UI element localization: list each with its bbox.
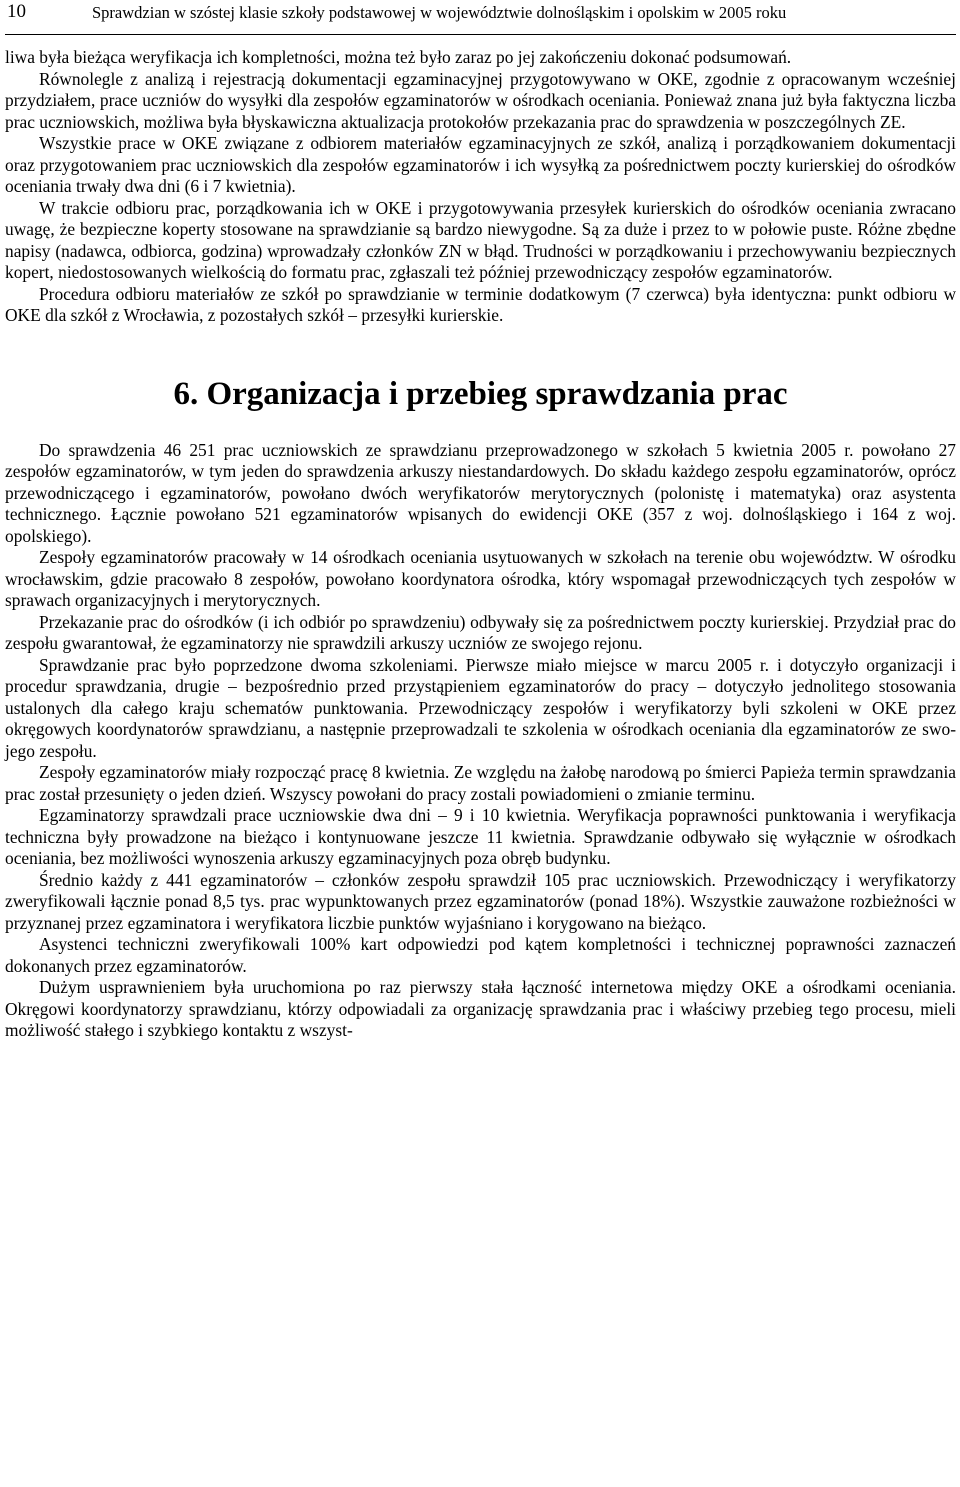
paragraph: Równolegle z analizą i rejestracją dokumentacji egzaminacyjnej przygotowywano w OKE, zgodnie z opracowanym wcześniej przydziałem, prace uczniów do wysyłki dla zespołów egzaminatorów w ośrodkach oceniania. Ponieważ znana już była faktyczna liczba prac uczniowskich, możliwa była błyskawiczna aktualizacja protokołów przekazania prac do sprawdzenia w poszczególnych ZE.	[5, 68, 956, 132]
page-number: 10	[7, 1, 26, 22]
paragraph: W trakcie odbioru prac, porządkowania ich w OKE i przygotowywania przesyłek kurierskich do ośrodków oceniania zwracano uwagę, że bezpieczne koperty stosowane na sprawdzianie są bardzo niewygodne. Są za duże i przez to w połowie puste. Różne zbędne napisy (nadawca, odbiorca, godzina) wprowadzały członków ZN w błąd. Trudności w porządkowaniu i przechowywaniu bezpiecznych kopert, niedostosowanych wielkością do formatu prac, zgłaszali też później przewodniczący zespołów egzaminatorów.	[5, 197, 956, 282]
document-page	[5, 0, 956, 1042]
page-header	[5, 0, 956, 35]
paragraph: Zespoły egzaminatorów miały rozpocząć pracę 8 kwietnia. Ze względu na żałobę narodową po śmierci Papieża termin sprawdzania prac został przesunięty o jeden dzień. Wszyscy powołani do pracy zostali powiadomieni o zmianie terminu.	[5, 762, 956, 804]
paragraph: Do sprawdzenia 46 251 prac uczniowskich ze sprawdzianu przeprowadzonego w szkołach 5 kwietnia 2005 r. powołano 27 zespołów egzaminatorów, w tym jeden do sprawdzenia arkuszy niestandardowych. Do składu każdego zespołu egzaminatorów, oprócz przewodniczącego i egzaminatorów, powołano dwóch weryfikatorów merytorycznych (polonistę i matematyka) oraz asystenta technicznego. Łącznie powołano 521 egzaminatorów wpisanych do ewidencji OKE (357 z woj. dolnośląskiego i 164 z woj. opolskiego).	[5, 439, 956, 546]
paragraph: Asystenci techniczni zweryfikowali 100% kart odpowiedzi pod kątem kompletności i technicznej poprawności zaznaczeń dokonanych przez egzaminatorów.	[5, 934, 956, 976]
document-body	[5, 47, 956, 1042]
paragraph: Wszystkie prace w OKE związane z odbiorem materiałów egzaminacyjnych ze szkół, analizą i porządkowaniem dokumentacji oraz przygotowaniem prac uczniowskich dla zespołów egzaminatorów i ich wysyłką za pośrednictwem poczty kurierskiej do ośrodków oceniania trwały dwa dni (6 i 7 kwietnia).	[5, 133, 956, 196]
paragraph: Przekazanie prac do ośrodków (i ich odbiór po sprawdzeniu) odbywały się za pośrednictwem poczty kurierskiej. Przydział prac do zespołu gwarantował, że egzaminatorzy nie sprawdzili arkuszy uczniów ze swojego rejonu.	[5, 611, 956, 653]
paragraph: Egzaminatorzy sprawdzali prace uczniowskie dwa dni – 9 i 10 kwietnia. Weryfikacja poprawności punktowania i weryfikacja techniczna były prowadzone na bieżąco i kontynuowane jeszcze 11 kwietnia. Sprawdzanie odbywało się wyłącznie w ośrodkach oceniania, bez możliwości wynoszenia arkuszy egzaminacyjnych poza obręb budynku.	[5, 805, 956, 868]
running-head: Sprawdzian w szóstej klasie szkoły podstawowej w województwie dolnośląskim i opolskim w 2005 roku	[92, 3, 787, 22]
paragraph: Procedura odbioru materiałów ze szkół po sprawdzianie w terminie dodatkowym (7 czerwca) była identyczna: punkt odbioru w OKE dla szkół z Wrocławia, z pozostałych szkół – przesyłki kurierskie.	[5, 283, 956, 325]
paragraph: Dużym usprawnieniem była uruchomiona po raz pierwszy stała łączność internetowa między OKE a ośrodkami oceniania. Okręgowi koordynatorzy sprawdzianu, którzy odpowiadali za organizację sprawdzania prac i właściwy przebieg tego procesu, mieli możliwość stałego i szybkiego kontaktu z wszyst-	[5, 977, 956, 1040]
paragraph: Średnio każdy z 441 egzaminatorów – członków zespołu sprawdził 105 prac uczniowskich. Przewodniczący i weryfikatorzy zweryfikowali łącznie ponad 8,5 tys. prac wypunktowanych przez egzaminatorów (ponad 18%). Wszystkie zauważone rozbieżności w przyznanej przez egzaminatora i weryfikatora liczbie punktów wyjaśniano i korygowano na bieżąco.	[5, 869, 956, 933]
paragraph: Sprawdzanie prac było poprzedzone dwoma szkoleniami. Pierwsze miało miejsce w marcu 2005 r. i dotyczyło organizacji i procedur sprawdzania, drugie – bezpośrednio przed przystąpieniem egzaminatorów do pracy – dotyczyło jednolitego stosowania ustalonych dla całego kraju schematów punktowania. Przewodniczący zespołów i weryfikatorzy byli szkoleni w OKE przez okręgowych koordynatorów sprawdzianu, a następnie przeprowadzali te szkolenia w ośrodkach oceniania dla egzaminatorów ze swojego zespołu.	[5, 654, 956, 761]
paragraph: Zespoły egzaminatorów pracowały w 14 ośrodkach oceniania usytuowanych w szkołach na terenie obu województw. W ośrodku wrocławskim, gdzie pracowało 8 zespołów, powołano koordynatora ośrodka, który wspomagał przewodniczących tych zespołów w sprawach organizacyjnych i merytorycznych.	[5, 547, 956, 610]
paragraph-continued: liwa była bieżąca weryfikacja ich kompletności, można też było zaraz po jej zakończeniu dokonać podsumowań.	[5, 47, 792, 67]
section-heading: 6. Organizacja i przebieg sprawdzania prac	[173, 375, 788, 412]
